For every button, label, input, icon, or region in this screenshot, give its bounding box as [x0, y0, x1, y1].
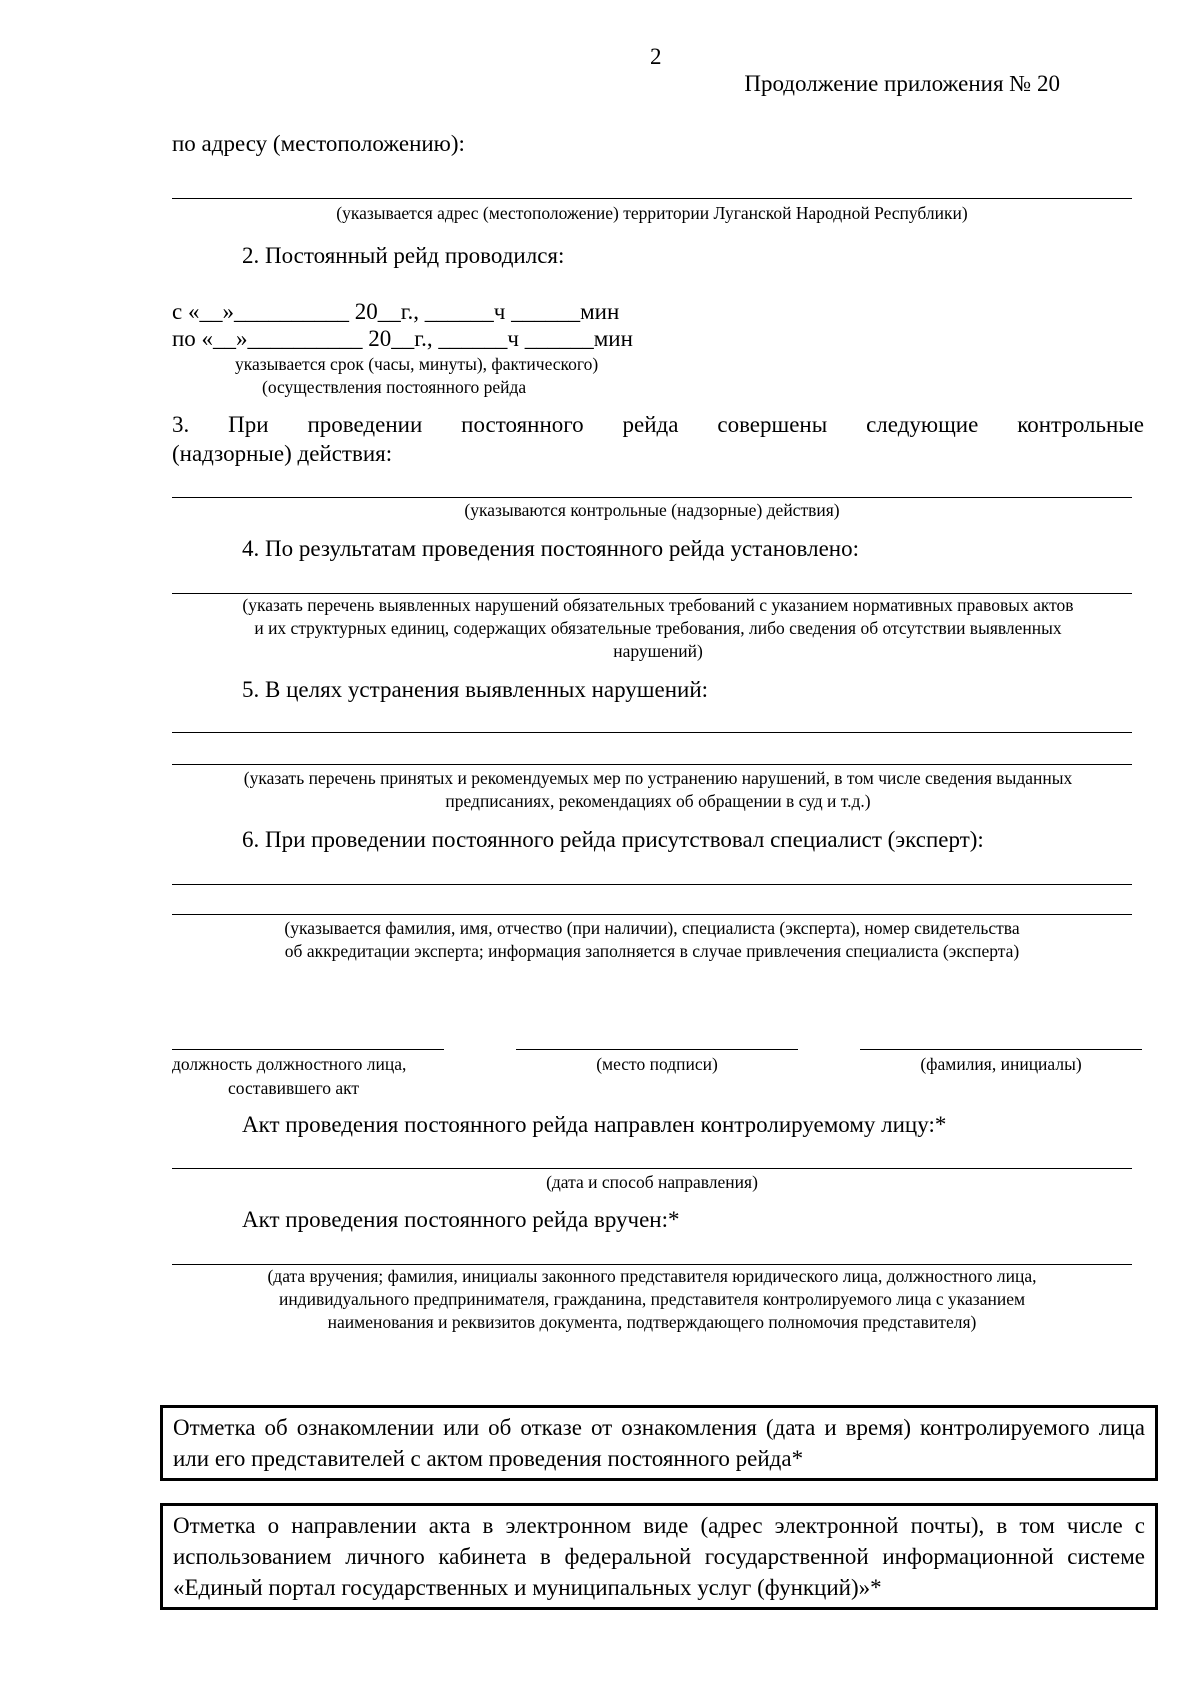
appendix-continuation: Продолжение приложения № 20: [744, 71, 1060, 96]
raid-period-hint-2: (осуществления постоянного рейда: [262, 377, 527, 397]
handed-field-line[interactable]: [172, 1264, 1132, 1265]
handed-hint-3: наименования и реквизитов документа, подтверждающего полномочия представителя): [327, 1312, 977, 1332]
signature-line[interactable]: [516, 1049, 798, 1050]
act-handed-title: Акт проведения постоянного рейда вручен:*: [242, 1207, 680, 1232]
section-5-title: 5. В целях устранения выявленных нарушений:: [242, 677, 709, 702]
page-number: 2: [650, 44, 662, 69]
expert-field-line-1[interactable]: [172, 884, 1132, 885]
raid-end-row[interactable]: по «__»__________ 20__г., ______ч ______мин: [172, 326, 633, 351]
measures-field-line-1[interactable]: [172, 732, 1132, 733]
expert-field-line-2[interactable]: [172, 914, 1132, 915]
section-2-title: 2. Постоянный рейд проводился:: [242, 243, 565, 268]
official-position-label-1: должность должностного лица,: [172, 1054, 407, 1074]
measures-hint-2: предписаниях, рекомендациях об обращении в суд и т.д.): [445, 791, 871, 811]
name-initials-label: (фамилия, инициалы): [920, 1054, 1082, 1074]
official-position-label-2: составившего акт: [228, 1078, 360, 1098]
handed-hint-2: индивидуального предпринимателя, гражданина, представителя контролируемого лица с указанием: [278, 1289, 1026, 1309]
section-3-line-2: (надзорные) действия:: [172, 441, 393, 466]
name-initials-line[interactable]: [860, 1049, 1142, 1050]
violations-hint-3: нарушений): [613, 641, 703, 661]
sent-hint: (дата и способ направления): [546, 1172, 758, 1192]
raid-period-hint-1: указывается срок (часы, минуты), фактического): [235, 354, 599, 374]
sent-field-line[interactable]: [172, 1168, 1132, 1169]
electronic-delivery-box[interactable]: Отметка о направлении акта в электронном виде (адрес электронной почты), в том числе с использованием личного кабинета в федеральной государственной информационной системе «Единый портал государственных и муниципальных услуг (функций)»*: [160, 1503, 1158, 1610]
expert-hint-1: (указывается фамилия, имя, отчество (при наличии), специалиста (эксперта), номер свидетельства: [284, 918, 1020, 938]
expert-hint-2: об аккредитации эксперта; информация заполняется в случае привлечения специалиста (эксперта): [284, 941, 1020, 961]
violations-hint-1: (указать перечень выявленных нарушений обязательных требований с указанием нормативных правовых актов: [242, 595, 1074, 615]
acknowledgement-box[interactable]: Отметка об ознакомлении или об отказе от ознакомления (дата и время) контролируемого лица или его представителей с актом проведения постоянного рейда*: [160, 1405, 1158, 1481]
address-label: по адресу (местоположению):: [172, 131, 465, 156]
section-4-title: 4. По результатам проведения постоянного рейда установлено:: [242, 536, 860, 561]
official-position-line[interactable]: [172, 1049, 444, 1050]
violations-hint-2: и их структурных единиц, содержащих обязательные требования, либо сведения об отсутствии выявленных: [254, 618, 1062, 638]
violations-field-line[interactable]: [172, 593, 1132, 594]
address-hint: (указывается адрес (местоположение) территории Луганской Народной Республики): [336, 203, 968, 223]
raid-start-row[interactable]: с «__»__________ 20__г., ______ч ______мин: [172, 299, 620, 324]
act-sent-title: Акт проведения постоянного рейда направлен контролируемому лицу:*: [242, 1112, 947, 1137]
measures-field-line-2[interactable]: [172, 764, 1132, 765]
section-3-line-1: 3. При проведении постоянного рейда совершены следующие контрольные: [172, 412, 1144, 437]
address-field-line[interactable]: [172, 198, 1132, 199]
actions-hint: (указываются контрольные (надзорные) действия): [464, 500, 840, 520]
handed-hint-1: (дата вручения; фамилия, инициалы законного представителя юридического лица, должностного лица,: [267, 1266, 1037, 1286]
measures-hint-1: (указать перечень принятых и рекомендуемых мер по устранению нарушений, в том числе сведения выданных: [243, 768, 1073, 788]
section-6-title: 6. При проведении постоянного рейда присутствовал специалист (эксперт):: [242, 827, 984, 852]
actions-field-line[interactable]: [172, 497, 1132, 498]
signature-place-label: (место подписи): [596, 1054, 718, 1074]
